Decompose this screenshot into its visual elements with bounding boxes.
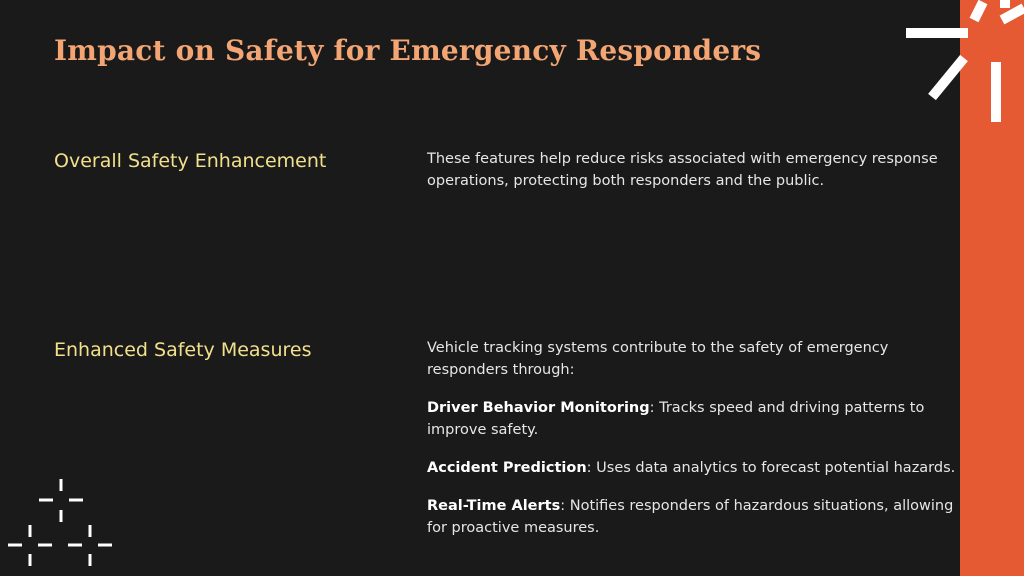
list-item-term: Driver Behavior Monitoring	[427, 400, 650, 416]
sparkle-cluster-icon	[0, 470, 120, 576]
section-text: These features help reduce risks associated with emergency response operations, protecting both responders and the public.	[427, 151, 938, 189]
list-item-term: Real-Time Alerts	[427, 498, 561, 514]
page-title: Impact on Safety for Emergency Responders	[54, 34, 762, 67]
list-item-accident-prediction	[427, 457, 969, 479]
starburst-icon	[900, 0, 1024, 130]
section-label-enhanced-measures: Enhanced Safety Measures	[54, 339, 312, 361]
list-item-term: Accident Prediction	[427, 460, 587, 476]
list-item-desc: : Uses data analytics to forecast potential hazards.	[586, 460, 956, 476]
list-item-driver-behavior	[427, 397, 969, 441]
list-item-desc: : Notifies responders of hazardous situations, allowing for proactive measures.	[427, 498, 954, 536]
section-body-enhanced-measures	[427, 337, 969, 539]
list-item-real-time-alerts	[427, 495, 969, 539]
section-body-overall-safety	[427, 148, 957, 192]
section-label-overall-safety: Overall Safety Enhancement	[54, 150, 327, 172]
section-intro: Vehicle tracking systems contribute to the safety of emergency responders through:	[427, 340, 889, 378]
list-item-desc: : Tracks speed and driving patterns to improve safety.	[427, 400, 925, 438]
